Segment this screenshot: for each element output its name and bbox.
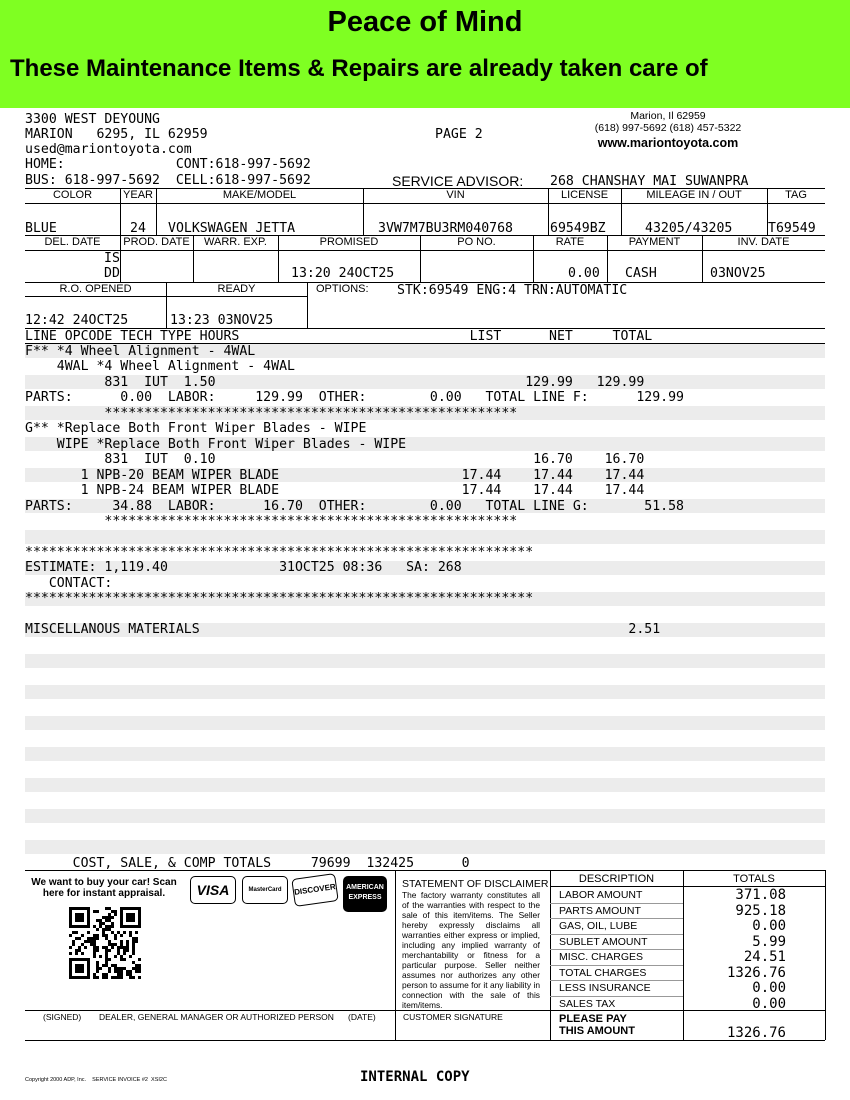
inv-date-value: 03NOV25 — [710, 266, 766, 281]
header-mileage: MILEAGE IN / OUT — [646, 189, 742, 201]
header-ro-opened: R.O. OPENED — [59, 283, 132, 295]
vehicle-make-model: VOLKSWAGEN JETTA — [168, 221, 296, 236]
invoice-line: WIPE *Replace Both Front Wiper Blades - WIPE — [25, 436, 407, 452]
dealer-city: Marion, Il 62959 — [630, 110, 706, 122]
totals-label: SALES TAX — [559, 997, 616, 1010]
invoice-line: 831 IUT 1.50 129.99 129.99 — [25, 374, 645, 390]
copyright-text: Copyright 2000 ADP, Inc. SERVICE INVOICE #2 XSI2C — [25, 1077, 167, 1083]
header-color: COLOR — [52, 189, 93, 201]
totals-value: 0.00 — [752, 980, 786, 996]
service-advisor-label: SERVICE ADVISOR: — [392, 173, 524, 189]
row-stripe — [25, 685, 825, 699]
please-pay-label: PLEASE PAY THIS AMOUNT — [559, 1013, 635, 1037]
ready-value: 13:23 03NOV25 — [170, 313, 274, 328]
totals-value: 0.00 — [752, 995, 786, 1012]
invoice-line: MISCELLANOUS MATERIALS 2.51 — [25, 622, 661, 638]
options-label: OPTIONS: — [316, 283, 369, 295]
options-value: STK:69549 ENG:4 TRN:AUTOMATIC — [397, 283, 628, 298]
visa-logo: VISA — [190, 876, 236, 904]
del-date-1: IS — [104, 251, 120, 266]
totals-value: 925.18 — [735, 902, 786, 919]
row-stripe — [25, 747, 825, 761]
amount-due: 1326.76 — [726, 1025, 786, 1041]
invoice-line: 4WAL *4 Wheel Alignment - 4WAL — [25, 359, 295, 375]
payment-value: CASH — [625, 266, 657, 281]
invoice-line: 1 NPB-24 BEAM WIPER BLADE 17.44 17.44 17.44 — [25, 483, 645, 499]
invoice-line: 1 NPB-20 BEAM WIPER BLADE 17.44 17.44 17.44 — [25, 467, 645, 483]
vehicle-year: 24 — [130, 221, 146, 236]
invoice-line: **************************************************************** — [25, 591, 534, 607]
header-inv-date: INV. DATE — [737, 236, 790, 248]
disclaimer-text: The factory warranty constitutes all of the warranties with respect to the sale of this item/items. The Seller hereby expressly disclaims all warranties either express or implied, including any implied warranty of merchantability or fitness for a particular purpose. Seller neither assumes nor authorizes any other person to assume for it any liability in connection with the sale of this item/items. — [402, 890, 540, 1010]
dealer-address-1: 3300 WEST DEYOUNG — [25, 112, 160, 127]
dealer-website: www.mariontoyota.com — [597, 136, 739, 150]
mastercard-logo: MasterCard — [242, 876, 288, 904]
row-stripe — [25, 716, 825, 730]
invoice-line: ESTIMATE: 1,119.40 31OCT25 08:36 SA: 268 — [25, 560, 462, 576]
invoice-line: **************************************************** — [25, 405, 518, 421]
vehicle-vin: 3VW7M7BU3RM040768 — [378, 221, 513, 236]
date-label: (DATE) — [348, 1012, 376, 1022]
invoice-line: CONTACT: — [25, 575, 113, 591]
amex-logo: AMERICAN EXPRESS — [343, 876, 387, 912]
header-tag: TAG — [785, 189, 807, 201]
service-advisor-value: 268 CHANSHAY MAI SUWANPRA — [550, 174, 749, 189]
totals-label: GAS, OIL, LUBE — [559, 920, 638, 932]
header-ready: READY — [217, 283, 256, 295]
header-vin: VIN — [446, 189, 465, 201]
header-promised: PROMISED — [319, 236, 379, 248]
dealer-bus-line: BUS: 618-997-5692 CELL:618-997-5692 — [25, 173, 311, 188]
row-stripe — [25, 530, 825, 544]
row-stripe — [25, 809, 825, 823]
dealer-email: used@mariontoyota.com — [25, 142, 192, 157]
dealer-signature-label: DEALER, GENERAL MANAGER OR AUTHORIZED PERSON — [99, 1012, 334, 1022]
header-make-model: MAKE/MODEL — [222, 189, 297, 201]
header-payment: PAYMENT — [628, 236, 681, 248]
totals-label: SUBLET AMOUNT — [559, 935, 648, 948]
totals-value: 24.51 — [743, 949, 786, 965]
vehicle-mileage: 43205/43205 — [645, 221, 733, 236]
header-year: YEAR — [123, 189, 153, 201]
totals-value: 371.08 — [735, 887, 786, 903]
rate-value: 0.00 — [568, 266, 600, 281]
totals-header: TOTALS — [733, 873, 775, 885]
totals-desc-header: DESCRIPTION — [578, 873, 655, 885]
signed-label: (SIGNED) — [43, 1012, 82, 1022]
totals-value: 5.99 — [752, 933, 786, 950]
totals-value: 0.00 — [752, 918, 786, 934]
invoice-line: F** *4 Wheel Alignment - 4WAL — [25, 344, 256, 359]
header-po-no: PO NO. — [457, 236, 496, 248]
internal-copy-label: INTERNAL COPY — [360, 1069, 470, 1085]
discover-logo: DISCOVER — [291, 873, 338, 907]
header-rate: RATE — [555, 236, 585, 248]
totals-label: MISC. CHARGES — [559, 951, 644, 963]
promised-value: 13:20 24OCT25 — [291, 266, 395, 281]
disclaimer-title: STATEMENT OF DISCLAIMER — [402, 878, 549, 890]
column-header: LINE OPCODE TECH TYPE HOURS LIST NET TOTAL — [25, 329, 653, 344]
banner-subtitle: These Maintenance Items & Repairs are already taken care of — [10, 55, 708, 82]
vehicle-color: BLUE — [25, 221, 57, 236]
header-prod-date: PROD. DATE — [123, 236, 190, 248]
header-warr-exp: WARR. EXP. — [204, 236, 267, 248]
ro-opened-value: 12:42 24OCT25 — [25, 313, 129, 328]
del-date-2: DD — [104, 266, 120, 281]
invoice-line: PARTS: 0.00 LABOR: 129.99 OTHER: 0.00 TOTAL LINE F: 129.99 — [25, 390, 684, 406]
row-stripe — [25, 840, 825, 854]
totals-label: LESS INSURANCE — [559, 982, 651, 994]
header-del-date: DEL. DATE — [44, 236, 101, 248]
row-stripe — [25, 654, 825, 668]
invoice-line: **************************************************************** — [25, 544, 534, 560]
dealer-home-line: HOME: CONT:618-997-5692 — [25, 157, 311, 172]
page-number: PAGE 2 — [435, 127, 483, 142]
vehicle-tag: T69549 — [768, 221, 816, 236]
header-license: LICENSE — [560, 189, 609, 201]
totals-label: LABOR AMOUNT — [559, 889, 643, 901]
dealer-address-2: MARION 6295, IL 62959 — [25, 127, 208, 142]
banner-title: Peace of Mind — [327, 6, 523, 38]
customer-signature-label: CUSTOMER SIGNATURE — [403, 1012, 503, 1022]
totals-label: PARTS AMOUNT — [559, 904, 641, 917]
totals-value: 1326.76 — [726, 964, 786, 981]
appraisal-qr-code[interactable] — [69, 907, 141, 979]
totals-label: TOTAL CHARGES — [559, 966, 647, 979]
row-stripe — [25, 778, 825, 792]
dealer-phones: (618) 997-5692 (618) 457-5322 — [594, 122, 742, 134]
buy-your-car-text: We want to buy your car! Scan here for instant appraisal. — [31, 877, 177, 899]
vehicle-license: 69549BZ — [550, 221, 606, 236]
invoice-line: PARTS: 34.88 LABOR: 16.70 OTHER: 0.00 TOTAL LINE G: 51.58 — [25, 498, 684, 514]
invoice-line: **************************************************** — [25, 513, 518, 529]
cost-totals-line: COST, SALE, & COMP TOTALS 79699 132425 0 — [25, 856, 470, 871]
invoice-line: G** *Replace Both Front Wiper Blades - WIPE — [25, 421, 367, 437]
invoice-line: 831 IUT 0.10 16.70 16.70 — [25, 452, 645, 468]
